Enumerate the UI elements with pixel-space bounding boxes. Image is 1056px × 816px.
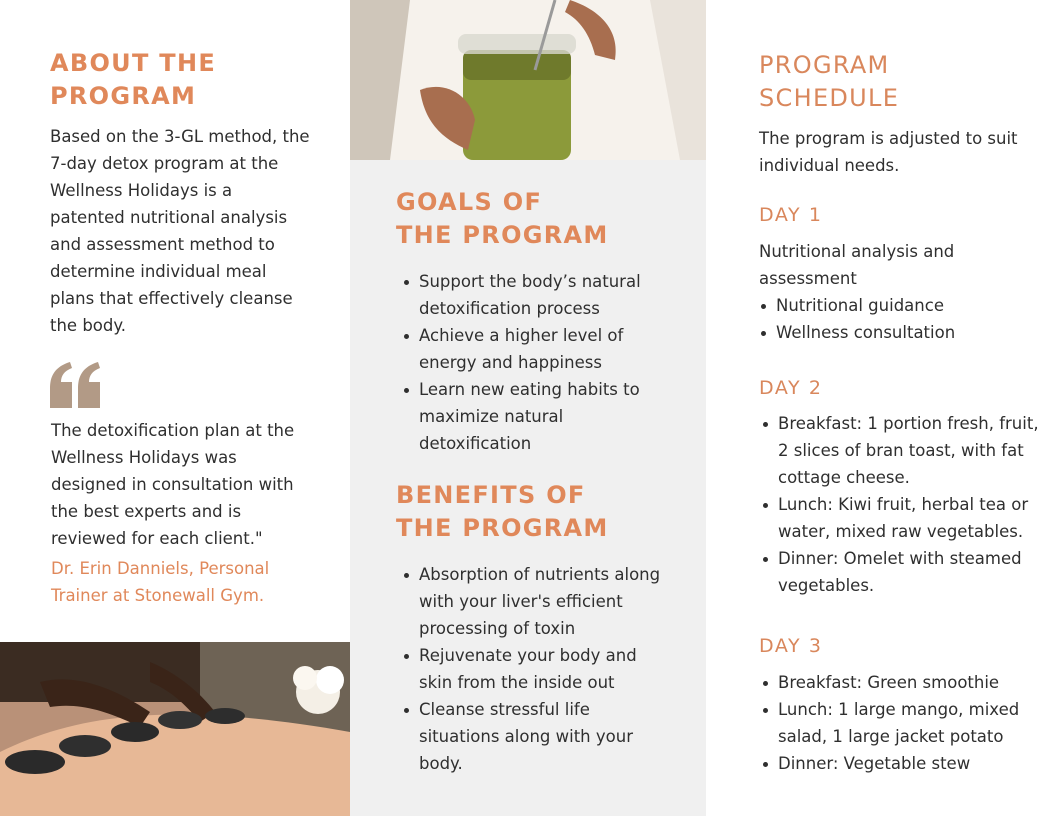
- schedule-heading: PROGRAM SCHEDULE: [759, 51, 900, 112]
- list-item: Learn new eating habits to maximize natural detoxification: [402, 376, 672, 457]
- day-3-label: DAY 3: [759, 635, 823, 657]
- list-item: Lunch: 1 large mango, mixed salad, 1 large jacket potato: [761, 696, 1041, 750]
- list-item: Cleanse stressful life situations along with your body.: [402, 696, 672, 777]
- day-2-list: [761, 410, 1041, 599]
- hot-stone-massage-photo: [0, 642, 350, 816]
- day-1-description: Nutritional analysis and assessment: [759, 242, 955, 288]
- schedule-intro: The program is adjusted to suit individual needs.: [759, 129, 1018, 175]
- list-item: Wellness consultation: [759, 319, 1039, 346]
- about-text: Based on the 3-GL method, the 7-day detox program at the Wellness Holidays is a patented nutritional analysis and assessment method to determine individual meal plans that effectively cleanse the body.: [50, 127, 310, 335]
- list-item: Rejuvenate your body and skin from the inside out: [402, 642, 672, 696]
- list-item: Lunch: Kiwi fruit, herbal tea or water, mixed raw vegetables.: [761, 491, 1041, 545]
- list-item: Breakfast: 1 portion fresh, fruit, 2 slices of bran toast, with fat cottage cheese.: [761, 410, 1041, 491]
- list-item: Nutritional guidance: [759, 292, 1039, 319]
- benefits-heading: BENEFITS OF THE PROGRAM: [396, 481, 609, 542]
- day-3-list: [761, 669, 1041, 777]
- benefits-list: [402, 561, 672, 777]
- testimonial-quote: The detoxification plan at the Wellness Holidays was designed in consultation with the best experts and is reviewed for each client.": [51, 421, 295, 548]
- goals-heading: GOALS OF THE PROGRAM: [396, 188, 609, 249]
- day-2-label: DAY 2: [759, 377, 823, 399]
- list-item: Breakfast: Green smoothie: [761, 669, 1041, 696]
- testimonial-author: Dr. Erin Danniels, Personal Trainer at Stonewall Gym.: [51, 559, 270, 605]
- quote-icon: [50, 362, 100, 408]
- list-item: Absorption of nutrients along with your liver's efficient processing of toxin: [402, 561, 672, 642]
- list-item: Achieve a higher level of energy and happiness: [402, 322, 672, 376]
- left-column: [0, 0, 350, 816]
- day-1-list: [759, 292, 1039, 346]
- right-column: [706, 0, 1056, 816]
- green-smoothie-photo: [350, 0, 706, 160]
- about-heading: ABOUT THE PROGRAM: [50, 49, 217, 110]
- day-1-label: DAY 1: [759, 204, 823, 226]
- list-item: Dinner: Vegetable stew: [761, 750, 1041, 777]
- goals-list: [402, 268, 672, 457]
- list-item: Support the body’s natural detoxification process: [402, 268, 672, 322]
- list-item: Dinner: Omelet with steamed vegetables.: [761, 545, 1041, 599]
- middle-column: [350, 0, 706, 816]
